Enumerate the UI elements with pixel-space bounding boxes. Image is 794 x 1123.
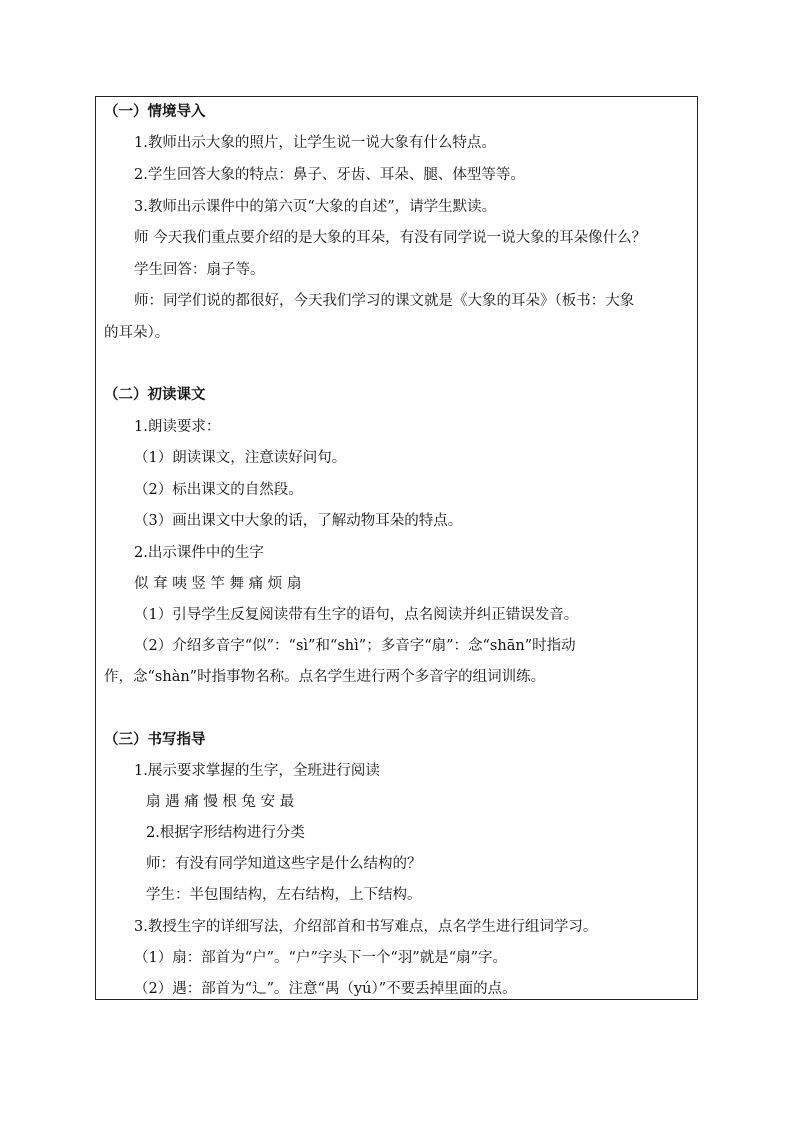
section-heading-first-reading: （二）初读课文 [104, 386, 206, 403]
section-heading-intro: （一）情境导入 [104, 103, 206, 120]
text-line: 学生回答：扇子等。 [134, 262, 265, 278]
text-line: 3.教师出示课件中的第六页“大象的自述”，请学生默读。 [134, 199, 497, 215]
lesson-plan-box [95, 96, 698, 1000]
new-characters-list: 似 耷 咦 竖 竿 舞 痛 烦 扇 [134, 576, 302, 592]
text-line: 2.学生回答大象的特点：鼻子、牙齿、耳朵、腿、体型等等。 [134, 167, 525, 183]
text-line: 3.教授生字的详细写法，介绍部首和书写难点，点名学生进行组词学习。 [134, 919, 598, 935]
text-line: 师 今天我们重点要介绍的是大象的耳朵，有没有同学说一说大象的耳朵像什么？ [134, 230, 647, 246]
text-line: （1）朗读课文，注意读好问句。 [134, 450, 347, 466]
text-line: （1）引导学生反复阅读带有生字的语句，点名阅读并纠正错误发音。 [134, 607, 579, 623]
text-line: 2.出示课件中的生字 [134, 545, 264, 561]
text-line: （3）画出课文中大象的话，了解动物耳朵的特点。 [134, 513, 463, 529]
text-line: （1）扇：部首为“户”。“户”字头下一个“羽”就是“扇”字。 [134, 950, 508, 966]
text-line: 1.教师出示大象的照片，让学生说一说大象有什么特点。 [134, 135, 496, 151]
characters-to-master-list: 扇 遇 痛 慢 根 兔 安 最 [146, 794, 295, 810]
text-line: 师：有没有同学知道这些字是什么结构的？ [146, 856, 422, 872]
text-line: 师：同学们说的都很好，今天我们学习的课文就是《大象的耳朵》（板书：大象 [134, 293, 635, 309]
text-line: 作，念“shàn”时指事物名称。点名学生进行两个多音字的组词训练。 [104, 669, 546, 685]
text-line: （2）遇：部首为“辶”。注意“禺（yú）”不要丢掉里面的点。 [134, 981, 517, 997]
section-heading-writing-guide: （三）书写指导 [104, 731, 206, 748]
text-line: （2）标出课文的自然段。 [134, 482, 303, 498]
text-line: 1.展示要求掌握的生字，全班进行阅读 [134, 763, 380, 779]
text-line: 学生：半包围结构，左右结构，上下结构。 [146, 887, 422, 903]
text-line: 2.根据字形结构进行分类 [146, 825, 305, 841]
text-line: （2）介绍多音字“似”：“sì”和“shì”；多音字“扇”：念“shān”时指动 [134, 638, 576, 654]
text-line: 1.朗读要求： [134, 419, 221, 435]
text-line: 的耳朵）。 [104, 325, 170, 341]
